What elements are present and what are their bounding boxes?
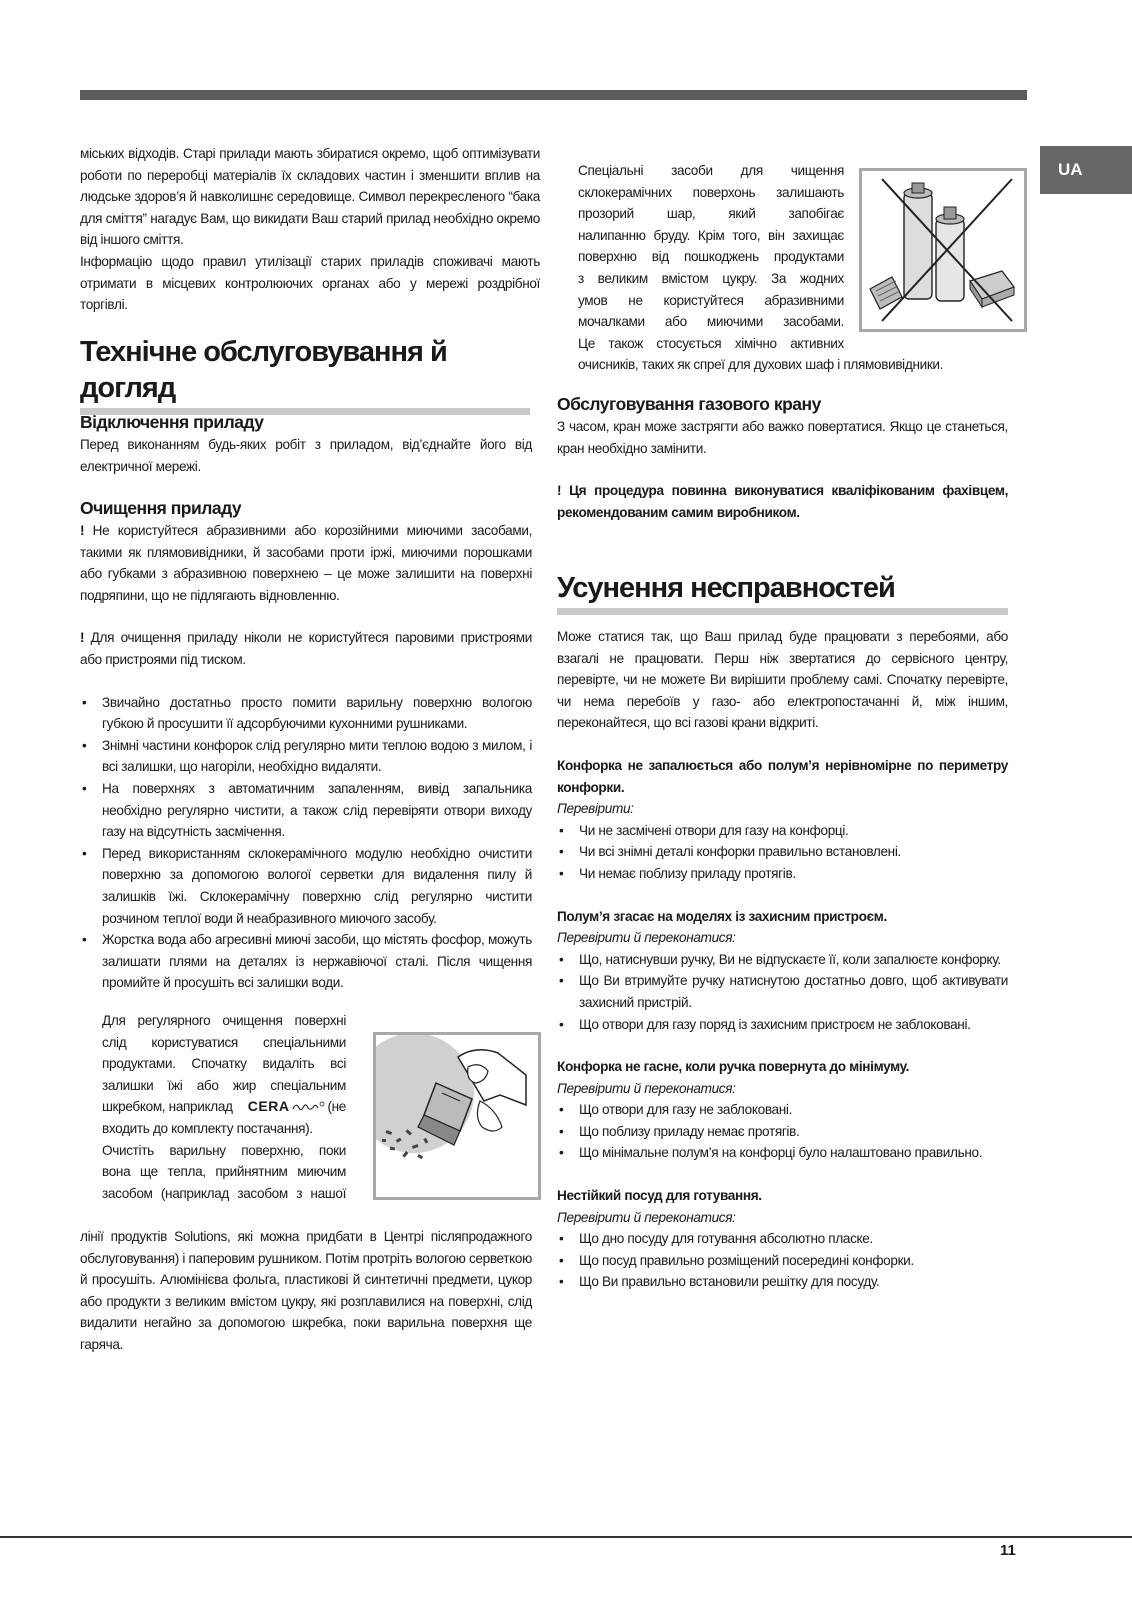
problem-check-label: Перевірити й переконатися: — [557, 1080, 736, 1096]
scraper-line: продуктами. Спочатку видаліть всі — [102, 1056, 346, 1072]
problem-check-label: Перевірити й переконатися: — [557, 930, 736, 946]
problem-title: Нестійкий посуд для готування. — [557, 1188, 762, 1204]
warning-mark: ! — [557, 483, 562, 499]
warning-text: Ця процедура повинна виконуватися кваліфікованим фахівцем, рекомендованим самим виробником. — [557, 483, 1008, 520]
no-abrasives-illustration — [859, 168, 1027, 332]
list-item: • Що отвори для газу поряд із захисним пристроєм не заблоковані. — [557, 1014, 1008, 1036]
left-intro — [80, 143, 540, 316]
warning-text: Не користуйтеся абразивними або корозійними миючими засобами, такими як плямовивідники, й засобами проти іржі, миючими порошками або губками з абразивною поверхнею – це може залишити на поверхні подряпини, що не підлягають відновленню. — [80, 523, 533, 603]
list-item: • Що дно посуду для готування абсолютно пласке. — [557, 1228, 1008, 1250]
cleaning-bullets — [80, 692, 532, 994]
list-item: • Що Ви втримуйте ручку натиснутою достатньо довго, щоб активувати захисний пристрій. — [557, 970, 1008, 1013]
disconnect-title: Відключення приладу — [80, 412, 264, 432]
page-number: 11 — [1000, 1542, 1016, 1559]
scraper-line: Для регулярного очищення поверхні — [102, 1013, 346, 1028]
scraper-tail-text: лінії продуктів Solutions, які можна придбати в Центрі післяпродажного обслуговування) і паперовим рушником. Потім протріть вологою серветкою й просушіть. Алюмінієва фольга, пластикові й синтетичні предмети, цукор або продукти з великим вмістом цукру, які розплавилися на поверхні, слід видалити негайно за допомогою шкребка, поки варильна поверхня ще гаряча. — [80, 1229, 532, 1352]
scraper-text-wrap — [102, 1010, 346, 1204]
list-item: • Що отвори для газу не заблоковані. — [557, 1099, 1008, 1121]
list-item: • Що мінімальне полум’я на конфорці було налаштовано правильно. — [557, 1142, 1008, 1164]
right-intro-line: умов не користуйтеся абразивними — [578, 292, 844, 308]
problem-title: Конфорка не гасне, коли ручка повернута до мінімуму. — [557, 1059, 910, 1075]
cleaning-warning-2 — [80, 627, 532, 670]
disconnect-text: Перед виконанням будь-яких робіт з приладом, від’єднайте його від електричної мережі. — [80, 437, 532, 474]
right-intro-line: мочалками або миючими засобами. — [578, 314, 844, 330]
section-title-troubleshooting: Усунення несправностей — [557, 570, 1008, 615]
gas-tap-warning — [557, 480, 1008, 523]
crossed-out-products-drawing — [862, 171, 1024, 329]
right-intro-wrap — [578, 160, 944, 376]
intro-paragraph: міських відходів. Старі прилади мають збиратися окремо, щоб оптимізувати роботи по переробці матеріалів їх складових частин і зменшити вплив на людське здоров’я й навколишнє середовище. Символ перекресленого “бака для сміття” нагадує Вам, що викидати Ваш старий прилад необхідно окремо від іншого сміття. — [80, 146, 540, 248]
section-title-maintenance: Технічне обслуговування й догляд — [80, 334, 530, 415]
problem-item — [557, 1185, 1008, 1293]
scraper-line: вона ще тепла, прийнятним миючим — [102, 1164, 346, 1180]
scraper-line-text: шкребком, наприклад — [102, 1099, 233, 1115]
scraper-line: засобом (наприклад засобом з нашої — [102, 1185, 346, 1201]
list-item: • Чи не засмічені отвори для газу на конфорці. — [557, 820, 1008, 842]
scraper-line: входить до комплекту постачання). — [102, 1120, 313, 1136]
warning-mark: ! — [80, 630, 85, 646]
list-item: • Перед використанням склокерамічного модулю необхідно очистити поверхню за допомогою вологої серветки для видалення пилу й залишків їжі. Склокерамічну поверхню слід регулярно чистити розчином теплої води й неабразивного миючого засобу. — [80, 843, 532, 929]
list-item: • Що поблизу приладу немає протягів. — [557, 1121, 1008, 1143]
top-rule — [80, 90, 1027, 100]
problem-checklist — [557, 1099, 1008, 1164]
scraper-tail-block — [80, 1226, 532, 1356]
problem-title: Конфорка не запалюється або полум’я нерівномірне по периметру конфорки. — [557, 757, 1008, 795]
problem-checklist — [557, 949, 1008, 1035]
problem-item — [557, 755, 1008, 885]
warning-text: Для очищення приладу ніколи не користуйтеся паровими пристроями або пристроями під тиском. — [80, 630, 532, 667]
list-item: • На поверхнях з автоматичним запаленням, вивід запальника необхідно регулярно чистити, а також слід перевіряти отвори виходу газу на відсутність засмічення. — [80, 778, 532, 843]
cleaning-warning-1 — [80, 520, 532, 606]
list-item: • Що, натиснувши ручку, Ви не відпускаєте її, коли запалюєте конфорку. — [557, 949, 1008, 971]
scraper-illustration — [373, 1032, 541, 1200]
cera-script-icon — [291, 1100, 325, 1114]
scraper-line: залишки їжі або жир спеціальним — [102, 1077, 346, 1093]
intro-paragraph: Інформацію щодо правил утилізації старих приладів споживачі мають отримати в місцевих контролюючих органах або у мережі роздрібної торгівлі. — [80, 253, 540, 313]
scraper-line: Очистіть варильну поверхню, поки — [102, 1142, 346, 1158]
list-item: • Жорстка вода або агресивні миючі засоби, що містять фосфор, можуть залишати плями на деталях із нержавіючої сталі. Після чищення промийте й просушіть всі залишки води. — [80, 929, 532, 994]
list-item: • Чи немає поблизу приладу протягів. — [557, 863, 1008, 885]
scraper-drawing — [376, 1035, 538, 1197]
gas-tap-text: З часом, кран може застрягти або важко повертатися. Якщо це станеться, кран необхідно замінити. — [557, 419, 1008, 456]
right-intro-line: склокерамічних поверхонь залишають — [578, 184, 844, 200]
gas-tap-title: Обслуговування газового крану — [557, 394, 821, 414]
problem-checklist — [557, 820, 1008, 885]
cleaning-block — [80, 496, 532, 994]
scraper-line: слід користуватися спеціальними — [102, 1034, 346, 1050]
problem-check-label: Перевірити й переконатися: — [557, 1209, 736, 1225]
right-intro-line: Це також стосується хімічно активних — [578, 335, 844, 351]
list-item: • Знімні частини конфорок слід регулярно мити теплою водою з милом, і всі залишки, що нагоріли, необхідно видаляти. — [80, 735, 532, 778]
list-item: • Звичайно достатньо просто помити варильну поверхню вологою губкою й просушити її адсорбуючими кухонними рушниками. — [80, 692, 532, 735]
troubleshooting-intro: Може статися так, що Ваш прилад буде працювати з перебоями, або взагалі не працювати. Перш ніж звертатися до сервісного центру, перевірте, чи не можете Ви вирішити проблему самі. Спочатку перевірте, чи нема перебоїв у газо- або електропостачанні й, між іншим, переконайтеся, що всі газові крани відкриті. — [557, 629, 1008, 731]
list-item: • Чи всі знімні деталі конфорки правильно встановлені. — [557, 841, 1008, 863]
cera-logo: CERA (не — [247, 1098, 346, 1115]
problem-item — [557, 1056, 1008, 1164]
bottom-rule — [0, 1536, 1132, 1538]
right-intro-line: налипанню бруду. Крім того, він захищає — [578, 227, 844, 243]
problem-checklist — [557, 1228, 1008, 1293]
right-intro-line: очисників, таких як спреї для духових шаф і плямовивідники. — [578, 357, 944, 373]
warning-mark: ! — [80, 523, 85, 538]
troubleshooting-block — [557, 626, 1008, 1293]
list-item: • Що посуд правильно розміщений посередині конфорки. — [557, 1250, 1008, 1272]
list-item: • Що Ви правильно встановили решітку для посуду. — [557, 1271, 1008, 1293]
scraper-line — [102, 1096, 346, 1118]
gas-tap-block — [557, 392, 1008, 523]
disconnect-block — [80, 410, 532, 477]
right-intro-line: поверхню від пошкоджень продуктами — [578, 249, 844, 265]
cleaning-title: Очищення приладу — [80, 498, 242, 518]
right-intro-line: Спеціальні засоби для чищення — [578, 163, 844, 178]
right-intro-line: з великим вмістом цукру. За жодних — [578, 270, 844, 286]
right-intro-line: прозорий шар, який запобігає — [578, 206, 844, 222]
problem-title: Полум’я згасає на моделях із захисним пристроєм. — [557, 908, 887, 924]
language-tab: UA — [1040, 146, 1132, 194]
problem-item — [557, 906, 1008, 1036]
problem-check-label: Перевірити: — [557, 801, 634, 817]
